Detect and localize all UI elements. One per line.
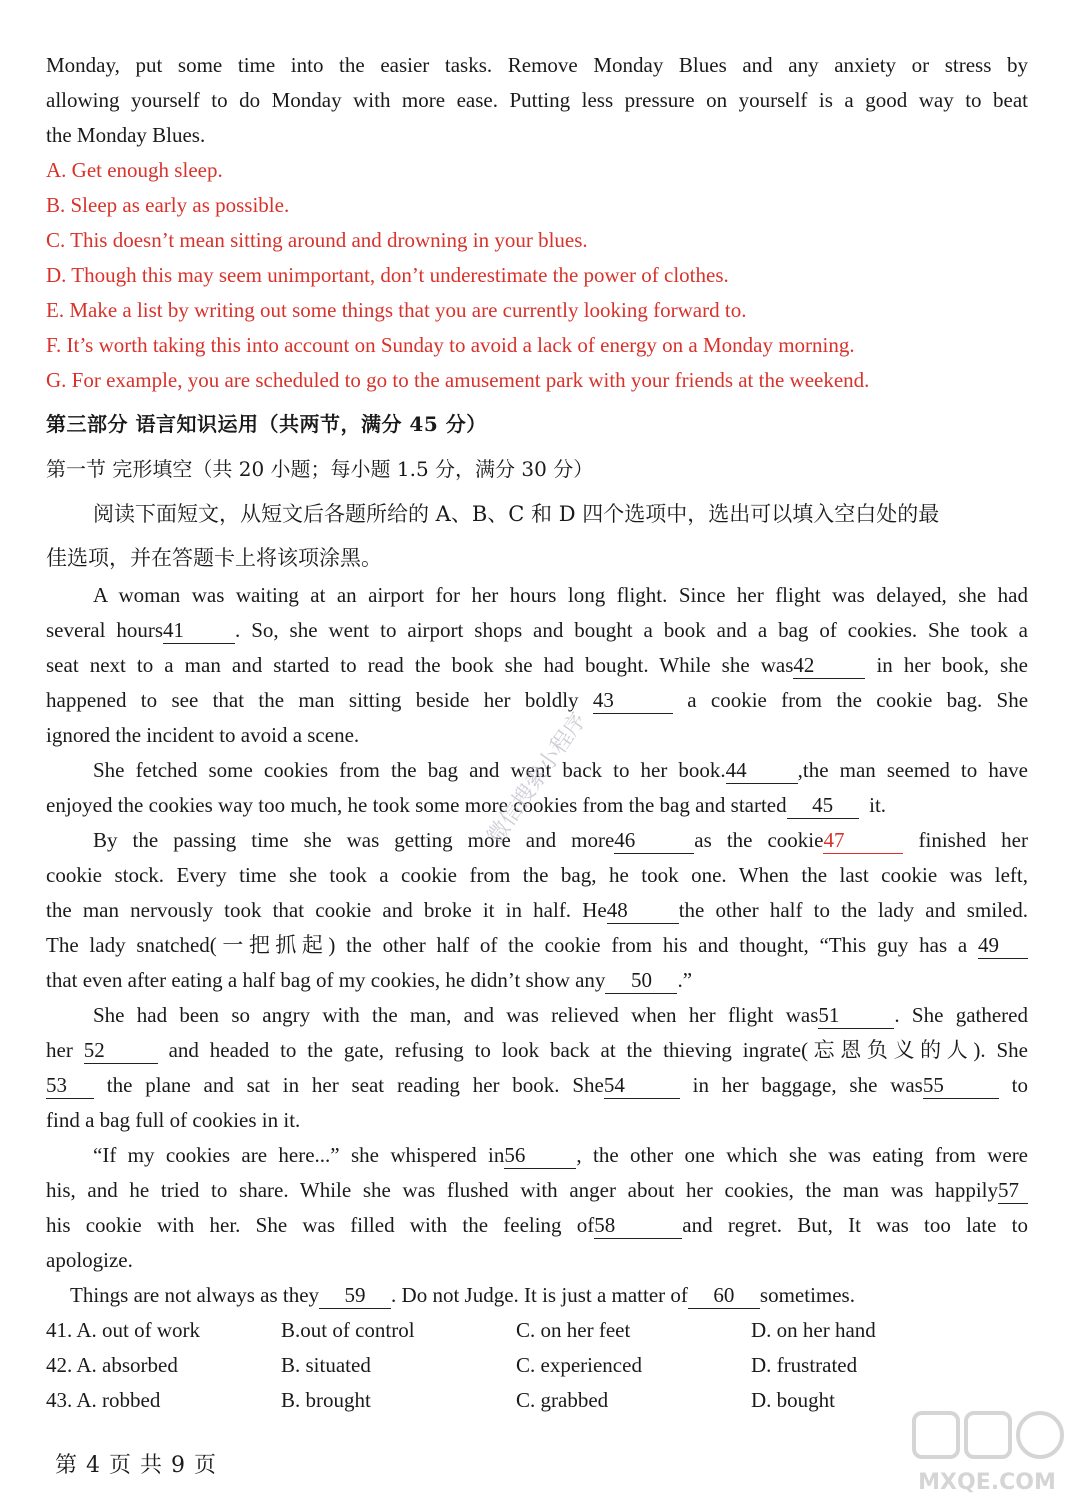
passage-text: finished her [918, 828, 1028, 852]
passage-text: The lady snatched(一把抓起) the other half of the cookie from his and thought, “This guy has a [46, 933, 968, 957]
cloze-passage [46, 578, 1028, 1313]
passage-line [46, 963, 1028, 998]
passage-text: . Do not Judge. It is just a matter of [391, 1283, 688, 1307]
passage-line: find a bag full of cookies in it. [46, 1108, 301, 1132]
blank-55: 55 [923, 1072, 999, 1099]
blank-49: 49 [978, 932, 1028, 959]
passage-line [46, 998, 1028, 1033]
passage-line [46, 1033, 1028, 1068]
site-logo-icon [902, 1405, 1072, 1500]
passage-text: Things are not always as they [70, 1283, 320, 1307]
passage-text: She had been so angry with the man, and was relieved when her flight was [93, 1003, 819, 1027]
option-d: D. Though this may seem unimportant, don’t underestimate the power of clothes. [46, 263, 729, 287]
question-42 [46, 1348, 1028, 1383]
passage-line [46, 1278, 1028, 1313]
blank-54: 54 [604, 1072, 680, 1099]
choice-a: 43. A. robbed [46, 1388, 161, 1412]
choice-d: D. on her hand [751, 1318, 876, 1342]
passage-text: and regret. But, It was too late to [682, 1213, 1028, 1237]
passage-text: in her baggage, she was [692, 1073, 923, 1097]
intro-paragraph [46, 48, 1028, 153]
passage-text: , the other one which she was eating from were [576, 1143, 1029, 1167]
section-heading: 第三部分 语言知识运用（共两节，满分 45 分） [46, 412, 487, 436]
answer-options [46, 153, 1028, 398]
blank-60: 60 [688, 1282, 760, 1309]
exam-page [46, 48, 1028, 1418]
passage-text: that even after eating a half bag of my cookies, he didn’t show any [46, 968, 606, 992]
passage-line [46, 1068, 1028, 1103]
passage-text: the other half to the lady and smiled. [678, 898, 1028, 922]
blank-42: 42 [793, 652, 865, 679]
passage-text: “If my cookies are here...” she whispered in [93, 1143, 505, 1167]
passage-text: it. [869, 793, 887, 817]
text-line: Monday, put some time into the easier tasks. Remove Monday Blues and any anxiety or stress by [46, 53, 1028, 77]
choice-c: C. on her feet [516, 1318, 631, 1342]
blank-59: 59 [319, 1282, 391, 1309]
blank-56: 56 [504, 1142, 576, 1169]
passage-text: enjoyed the cookies way too much, he took some more cookies from the bag and started [46, 793, 787, 817]
passage-text: She fetched some cookies from the bag and went back to her book. [93, 758, 726, 782]
choice-d: D. bought [751, 1388, 835, 1412]
choice-a: 41. A. out of work [46, 1318, 200, 1342]
watermark: 微信搜索小程序 [482, 708, 592, 849]
blank-58: 58 [594, 1212, 682, 1239]
passage-text: in her book, she [876, 653, 1028, 677]
passage-text: and headed to the gate, refusing to look back at the thieving ingrate(忘恩负义的人). She [168, 1038, 1028, 1062]
page-footer: 第 4 页 共 9 页 [55, 1453, 217, 1478]
logo-text: MXQE.COM [918, 1470, 1056, 1495]
blank-53: 53 [46, 1072, 94, 1099]
blank-43: 43 [593, 687, 673, 714]
passage-text: the plane and sat in her seat reading her book. She [106, 1073, 604, 1097]
choice-d: D. frustrated [751, 1353, 858, 1377]
blank-41: 41 [163, 617, 235, 644]
choice-b: B. situated [281, 1353, 371, 1377]
passage-text: the man nervously took that cookie and broke it in half. He [46, 898, 607, 922]
passage-text: . She gathered [894, 1003, 1028, 1027]
passage-text: a cookie from the cookie bag. She [687, 688, 1029, 712]
option-e: E. Make a list by writing out some things that you are currently looking forward to. [46, 298, 747, 322]
question-43 [46, 1383, 1028, 1418]
passage-line: ignored the incident to avoid a scene. [46, 723, 360, 747]
passage-line: apologize. [46, 1248, 133, 1272]
passage-text: her [46, 1038, 73, 1062]
passage-text: sometimes. [759, 1283, 855, 1307]
blank-51: 51 [818, 1002, 894, 1029]
choice-b: B. brought [281, 1388, 371, 1412]
passage-line [46, 1173, 1028, 1208]
blank-47: 47 [823, 827, 903, 854]
passage-line [46, 1208, 1028, 1243]
option-a: A. Get enough sleep. [46, 158, 223, 182]
blank-52: 52 [84, 1037, 158, 1064]
option-f: F. It’s worth taking this into account on Sunday to avoid a lack of energy on a Monday morning. [46, 333, 855, 357]
passage-text: .” [677, 968, 693, 992]
blank-50: 50 [605, 967, 677, 994]
passage-text: several hours [46, 618, 164, 642]
text-line: allowing yourself to do Monday with more ease. Putting less pressure on yourself is a good way to beat [46, 88, 1028, 112]
choice-b: B.out of control [281, 1318, 415, 1342]
passage-line [46, 928, 1028, 963]
passage-text: his, and he tried to share. While she was flushed with anger about her cookies, the man was happily [46, 1178, 998, 1202]
option-b: B. Sleep as early as possible. [46, 193, 290, 217]
passage-text: . So, she went to airport shops and bought a book and a bag of cookies. She took a [235, 618, 1028, 642]
passage-line [46, 1138, 1028, 1173]
passage-line [46, 683, 1028, 718]
question-options [46, 1313, 1028, 1418]
instruction-line: 阅读下面短文，从短文后各题所给的 A、B、C 和 D 四个选项中，选出可以填入空白处的最 [93, 502, 940, 526]
passage-line [46, 613, 1028, 648]
passage-text: happened to see that the man sitting beside her boldly [46, 688, 579, 712]
question-41 [46, 1313, 1028, 1348]
option-g: G. For example, you are scheduled to go to the amusement park with your friends at the weekend. [46, 368, 870, 392]
passage-line [46, 648, 1028, 683]
blank-44: 44 [726, 757, 798, 784]
blank-45: 45 [787, 792, 859, 819]
passage-text: By the passing time she was getting more and more [93, 828, 615, 852]
choice-c: C. experienced [516, 1353, 642, 1377]
subsection-heading: 第一节 完形填空（共 20 小题；每小题 1.5 分，满分 30 分） [46, 457, 594, 481]
choice-c: C. grabbed [516, 1388, 609, 1412]
passage-text: to [1011, 1073, 1028, 1097]
passage-text: as the cookie [694, 828, 824, 852]
passage-text: his cookie with her. She was filled with the feeling of [46, 1213, 595, 1237]
instructions [46, 488, 1028, 584]
passage-text: ,the man seemed to have [797, 758, 1028, 782]
blank-48: 48 [607, 897, 679, 924]
text-line: the Monday Blues. [46, 123, 206, 147]
blank-57: 57 [998, 1177, 1028, 1204]
instruction-line: 佳选项，并在答题卡上将该项涂黑。 [46, 546, 382, 570]
blank-46: 46 [614, 827, 694, 854]
passage-text: seat next to a man and started to read the book she had bought. While she was [46, 653, 794, 677]
passage-line: A woman was waiting at an airport for her hours long flight. Since her flight was delayed, she had [93, 583, 1028, 607]
passage-line [46, 893, 1028, 928]
passage-line: cookie stock. Every time she took a cookie from the bag, he took one. When the last cookie was left, [46, 863, 1028, 887]
option-c: C. This doesn’t mean sitting around and drowning in your blues. [46, 228, 588, 252]
choice-a: 42. A. absorbed [46, 1353, 178, 1377]
